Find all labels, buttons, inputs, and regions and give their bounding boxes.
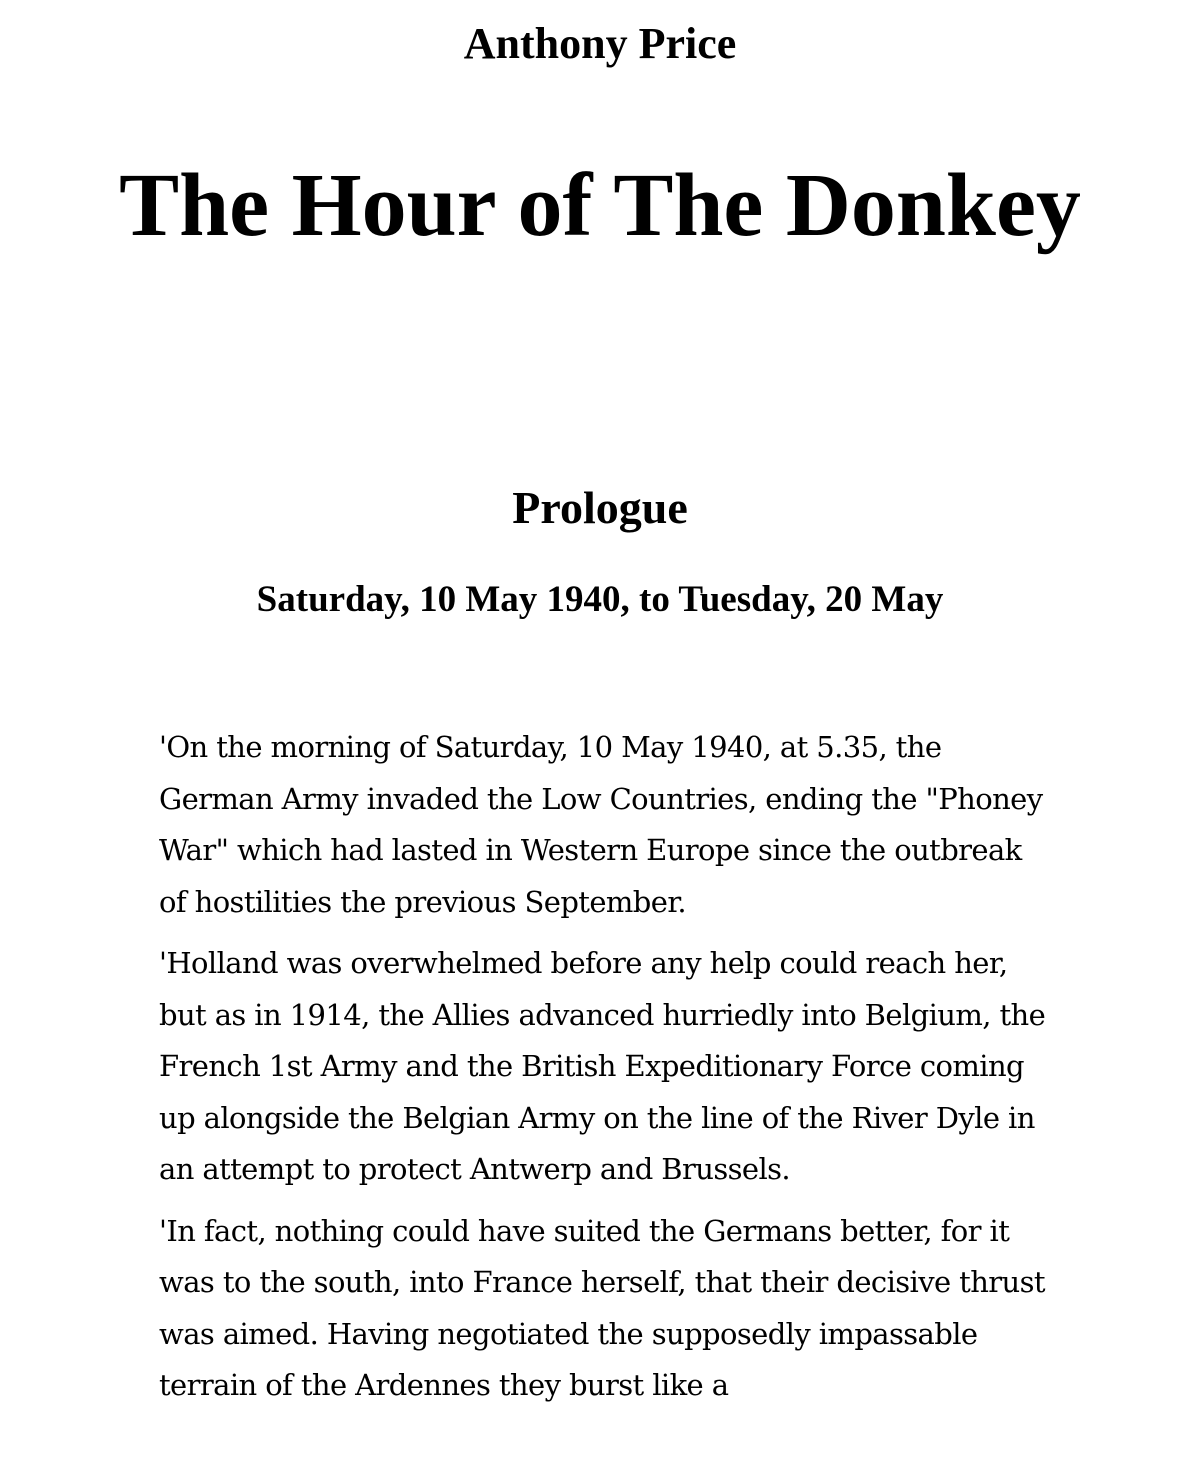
book-title: The Hour of The Donkey	[119, 156, 1081, 255]
chapter-heading: Prologue	[512, 482, 688, 533]
paragraph-3: 'In fact, nothing could have suited the Germans better, for it was to the south, into France herself, that their decisive thrust was aimed. Having negotiated the supposedly impassable terrain of the Ardennes they burst like a	[159, 1213, 1045, 1402]
paragraph-2: 'Holland was overwhelmed before any help could reach her, but as in 1914, the Allies advanced hurriedly into Belgium, the French 1st Army and the British Expeditionary Force coming up alongside the Belgian Army on the line of the River Dyle in an attempt to protect Antwerp and Brussels.	[159, 946, 1046, 1186]
chapter-body	[159, 722, 1049, 1422]
paragraph-1: 'On the morning of Saturday, 10 May 1940, at 5.35, the German Army invaded the Low Countries, ending the "Phoney War" which had lasted in Western Europe since the outbreak of hostilities the previous September.	[159, 730, 1043, 919]
chapter-dates: Saturday, 10 May 1940, to Tuesday, 20 May	[256, 579, 944, 620]
author-name: Anthony Price	[463, 19, 737, 68]
